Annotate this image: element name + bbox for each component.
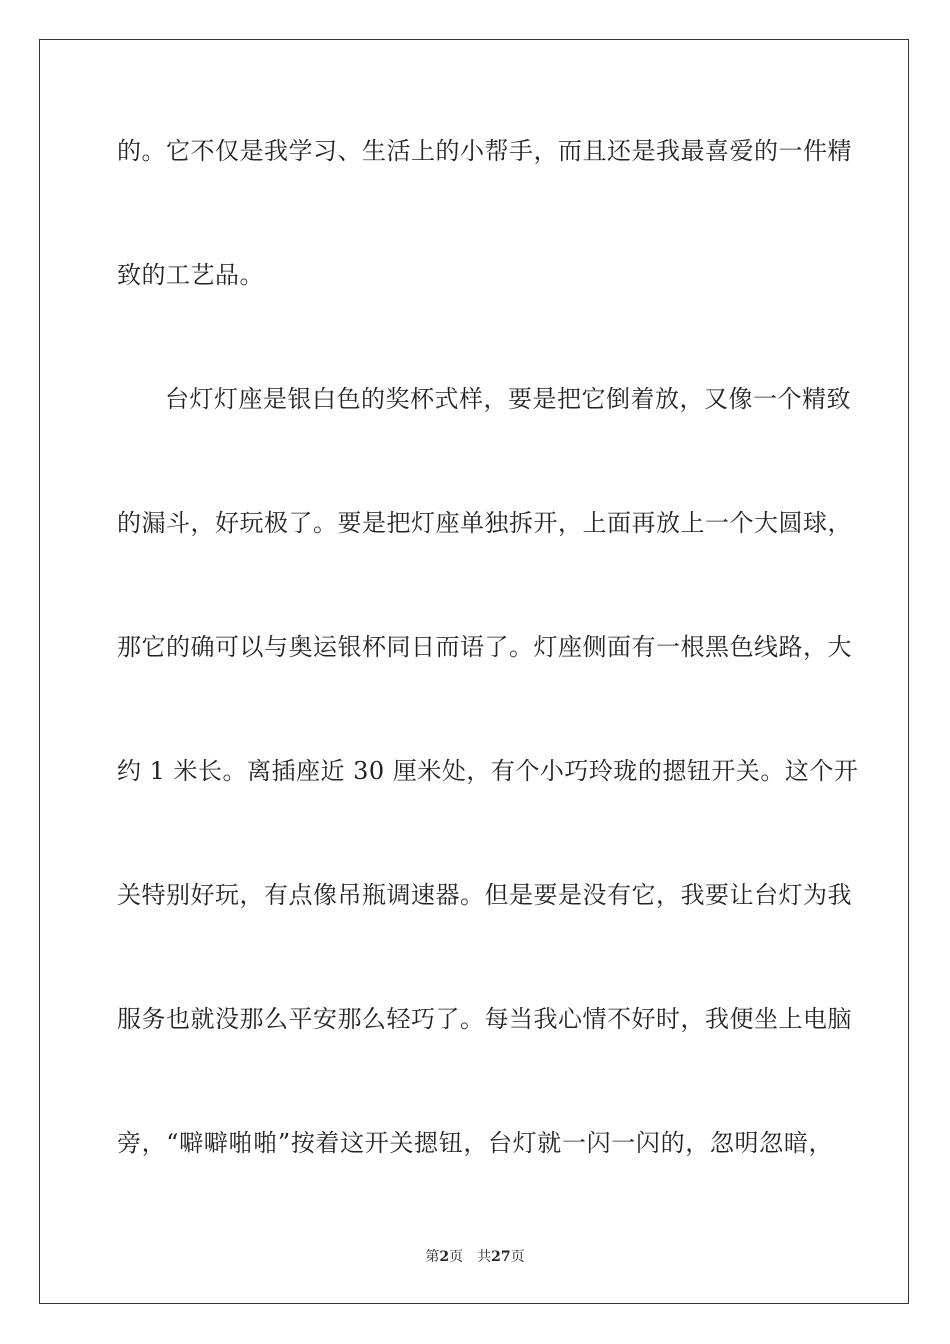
text-line: 致的工艺品。 [117, 261, 264, 289]
page-border [39, 39, 909, 1304]
text-line: 那它的确可以与奥运银杯同日而语了。灯座侧面有一根黑色线路，大 [117, 633, 852, 661]
page-prefix: 第 [425, 1249, 440, 1265]
paragraph-first-line: 台灯灯座是银白色的奖杯式样，要是把它倒着放，又像一个精致 [165, 385, 851, 413]
text-line: 的漏斗，好玩极了。要是把灯座单独拆开，上面再放上一个大圆球， [117, 509, 852, 537]
text-line: 旁，“噼噼啪啪”按着这开关摁钮，台灯就一闪一闪的，忽明忽暗， [117, 1129, 833, 1157]
page-number: 2 [439, 1249, 450, 1265]
text-line: 关特别好玩，有点像吊瓶调速器。但是要是没有它，我要让台灯为我 [117, 881, 852, 909]
text-line: 服务也就没那么平安那么轻巧了。每当我心情不好时，我便坐上电脑 [117, 1005, 852, 1033]
page-suffix: 页 [449, 1249, 464, 1265]
page-footer [0, 1246, 950, 1266]
total-pages: 27 [491, 1249, 511, 1265]
total-suffix: 页 [510, 1249, 525, 1265]
text-line: 的。它不仅是我学习、生活上的小帮手，而且还是我最喜爱的一件精 [117, 137, 852, 165]
text-line: 约 1 米长。离插座近 30 厘米处，有个小巧玲珑的摁钮开关。这个开 [117, 757, 859, 785]
total-prefix: 共 [477, 1249, 492, 1265]
